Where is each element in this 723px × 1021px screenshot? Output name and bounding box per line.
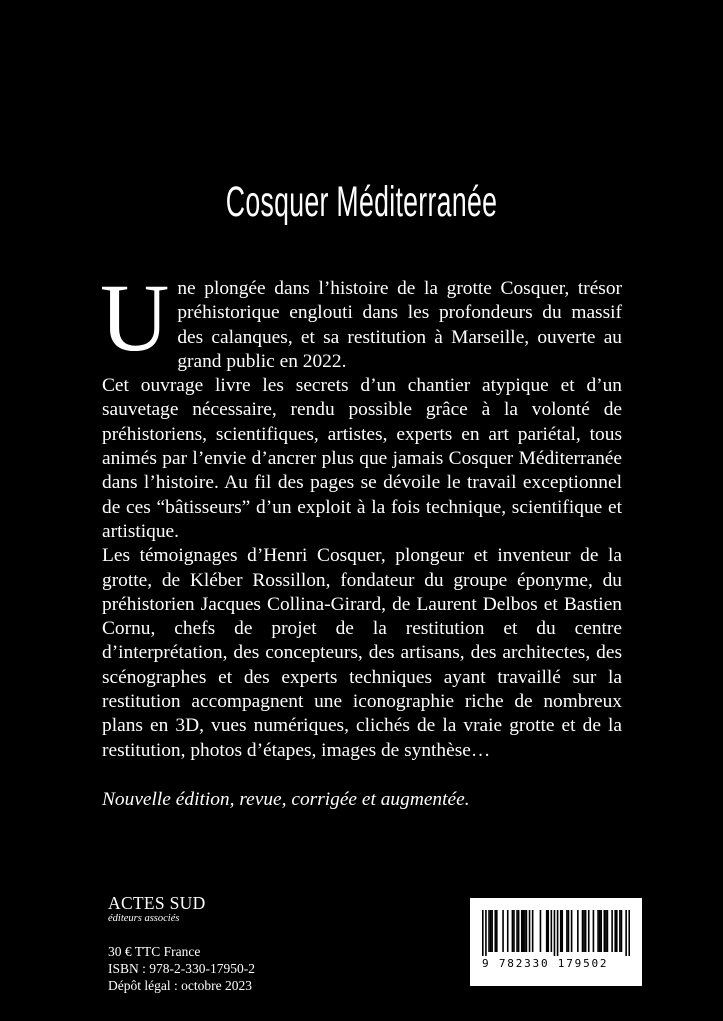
- barcode-bar: [494, 910, 496, 952]
- barcode-bar: [532, 910, 534, 952]
- price: 30 € TTC France: [108, 944, 201, 959]
- barcode-bar: [585, 910, 587, 952]
- paragraph-project: Cet ouvrage livre les secrets d’un chantier atypique et d’un sauvetage nécessaire, rendu possible grâce à la volonté de préhistoriens, scientifiques, artistes, experts en art pariétal, tous animés par l’envie d’ancrer plus que jamais Cosquer Méditerranée dans l’histoire. Au fil des pages se dévoile le travail exceptionnel de ces “bâtisseurs” d’un exploit à la fois technique, scientifique et artistique.: [102, 375, 622, 542]
- barcode-bar: [588, 910, 590, 952]
- barcode-bar: [551, 910, 553, 952]
- barcode-bar: [599, 910, 601, 952]
- barcode-bar: [554, 910, 556, 956]
- barcode-bar: [524, 910, 526, 952]
- book-title: Cosquer Méditerranée: [225, 178, 498, 226]
- barcode-bar: [614, 910, 616, 952]
- barcode-bar: [547, 910, 549, 952]
- barcode-bar: [571, 910, 573, 952]
- barcode-bar: [488, 910, 490, 952]
- barcode-bar: [560, 910, 562, 952]
- barcode-bar: [529, 910, 531, 952]
- barcode-bar: [568, 910, 570, 952]
- barcode-bar: [491, 910, 493, 952]
- paragraph-intro: [100, 264, 622, 374]
- barcode-bar: [621, 910, 623, 952]
- barcode-bar: [540, 910, 542, 952]
- barcode-bar: [607, 910, 609, 952]
- publisher-block: [108, 893, 255, 994]
- barcode-bar: [490, 910, 492, 952]
- barcode-bar: [512, 910, 514, 952]
- barcode-bar: [611, 910, 613, 952]
- barcode-bar: [526, 910, 528, 952]
- back-cover-text: [100, 264, 622, 812]
- barcode-bar: [557, 910, 559, 956]
- barcode-bars: [482, 910, 630, 956]
- barcode-bar: [502, 910, 504, 952]
- barcode-bar: [593, 910, 595, 952]
- barcode-bar: [582, 910, 584, 952]
- publisher-logo: ACTES SUD: [108, 893, 206, 913]
- barcode-bar: [513, 910, 515, 952]
- barcode-bar: [619, 910, 621, 952]
- barcode-bar: [583, 910, 585, 952]
- barcode-bar: [516, 910, 518, 952]
- edition-note: Nouvelle édition, revue, corrigée et augmentée.: [102, 788, 470, 810]
- drop-cap: U: [100, 264, 170, 371]
- paragraph-testimonies: Les témoignages d’Henri Cosquer, plongeur et inventeur de la grotte, de Kléber Rossillon, fondateur du groupe éponyme, du préhistorien Jacques Collina-Girard, de Laurent Delbos et Bastien Cornu, chefs de projet de la restitution et du centre d’interprétation, des concepteurs, des artisans, des architectes, des scénographes et des experts techniques ayant travaillé sur la restitution accompagnent une iconographie riche de nombreux plans en 3D, vues numériques, clichés de la vraie grotte et de la restitution, photos d’étapes, images de synthèse…: [102, 545, 622, 761]
- barcode-bar: [605, 910, 607, 952]
- barcode-bar: [600, 910, 602, 952]
- barcode-bar: [561, 910, 563, 952]
- barcode-bar: [566, 910, 568, 952]
- paragraph-intro-text: ne plongée dans l’histoire de la grotte Cosquer, trésor préhistorique englouti dans les profondeurs du massif des calanques, et sa restitution à Marseille, ouverte au grand public en 2022.: [177, 278, 622, 372]
- isbn: ISBN : 978-2-330-17950-2: [108, 961, 255, 976]
- publisher-logo-subtitle: éditeurs associés: [108, 913, 180, 924]
- barcode-bar: [523, 910, 525, 952]
- barcode-bar: [482, 910, 484, 956]
- barcode-digits: 9 782330 179502: [482, 957, 609, 970]
- barcode-bar: [577, 910, 579, 952]
- publication-details: [108, 943, 255, 994]
- barcode-bar: [485, 910, 487, 956]
- barcode-bar: [496, 910, 498, 952]
- barcode: [470, 898, 642, 986]
- barcode-bar: [546, 910, 548, 952]
- barcode-bar: [604, 910, 606, 952]
- barcode-bar: [518, 910, 520, 952]
- barcode-bar: [625, 910, 627, 956]
- legal-deposit: Dépôt légal : octobre 2023: [108, 978, 252, 993]
- barcode-bar: [521, 910, 523, 952]
- barcode-bar: [507, 910, 509, 952]
- barcode-bar: [616, 910, 618, 952]
- barcode-bar: [597, 910, 599, 952]
- barcode-bar: [628, 910, 630, 956]
